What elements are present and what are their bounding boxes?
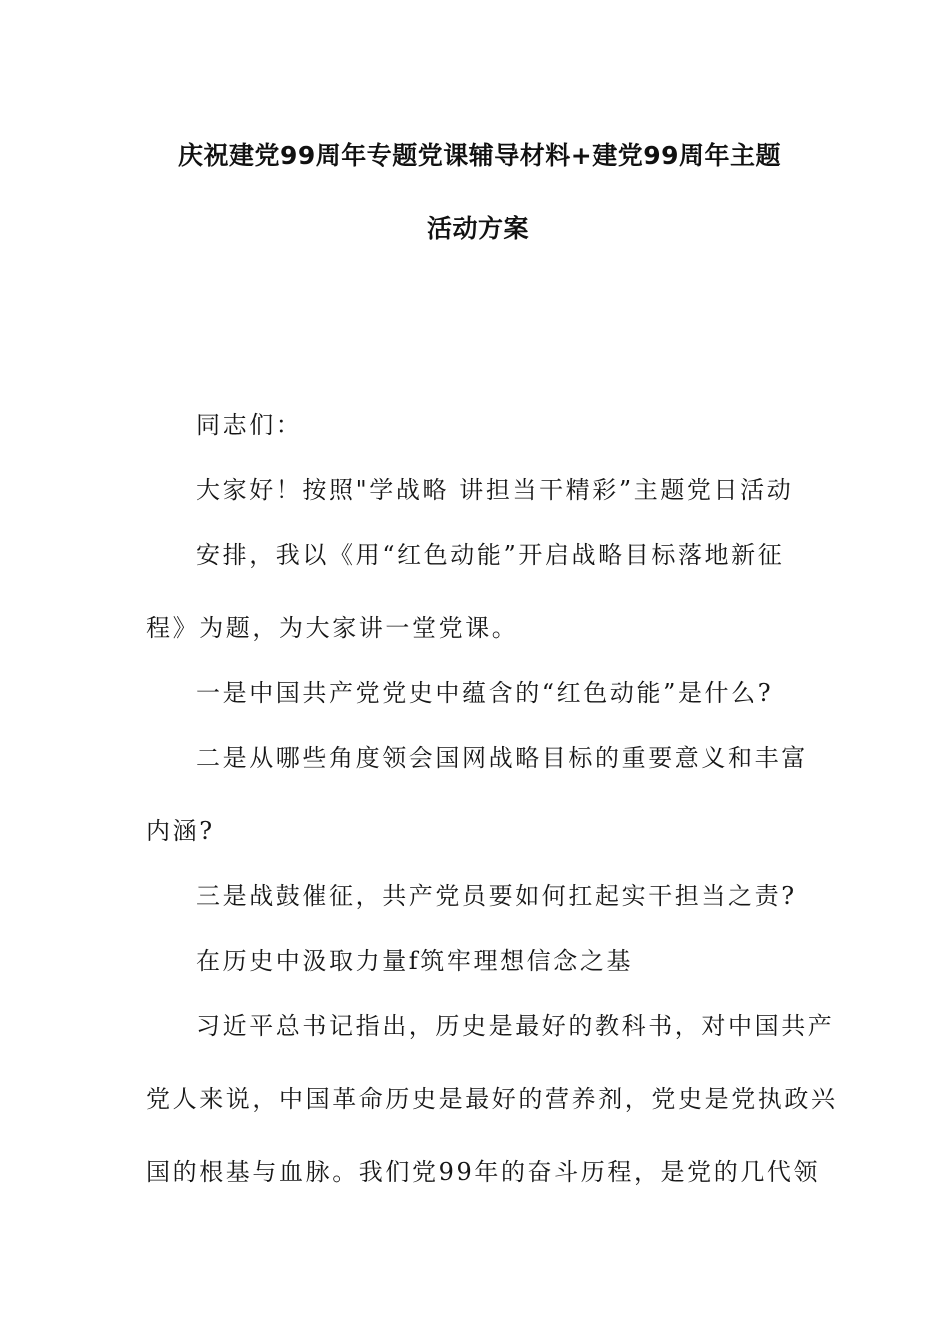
- paragraph-line: 安排，我以《用“红色动能”开启战略目标落地新征: [196, 541, 785, 569]
- paragraph-line: 大家好！按照"学战略 讲担当干精彩”主题党日活动: [196, 476, 794, 504]
- section-heading: 在历史中汲取力量f筑牢理想信念之基: [196, 947, 634, 975]
- paragraph-line: 习近平总书记指出，历史是最好的教科书，对中国共产: [196, 1012, 835, 1040]
- question-two: 二是从哪些角度领会国网战略目标的重要意义和丰富: [196, 744, 808, 772]
- document-title-line-2: 活动方案: [426, 214, 529, 243]
- paragraph-line: 程》为题，为大家讲一堂党课。: [146, 614, 519, 642]
- paragraph-line: 内涵?: [146, 817, 215, 845]
- paragraph-line: 党人来说，中国革命历史是最好的营养剂，党史是党执政兴: [146, 1085, 838, 1113]
- document-title-line-1: 庆祝建党99周年专题党课辅导材料+建党99周年主题: [178, 141, 782, 170]
- question-three: 三是战鼓催征，共产党员要如何扛起实干担当之责?: [196, 882, 797, 910]
- salutation: 同志们：: [196, 411, 303, 439]
- question-one: 一是中国共产党党史中蕴含的“红色动能”是什么?: [196, 679, 774, 707]
- paragraph-line: 国的根基与血脉。我们党99年的奋斗历程，是党的几代领: [146, 1158, 821, 1186]
